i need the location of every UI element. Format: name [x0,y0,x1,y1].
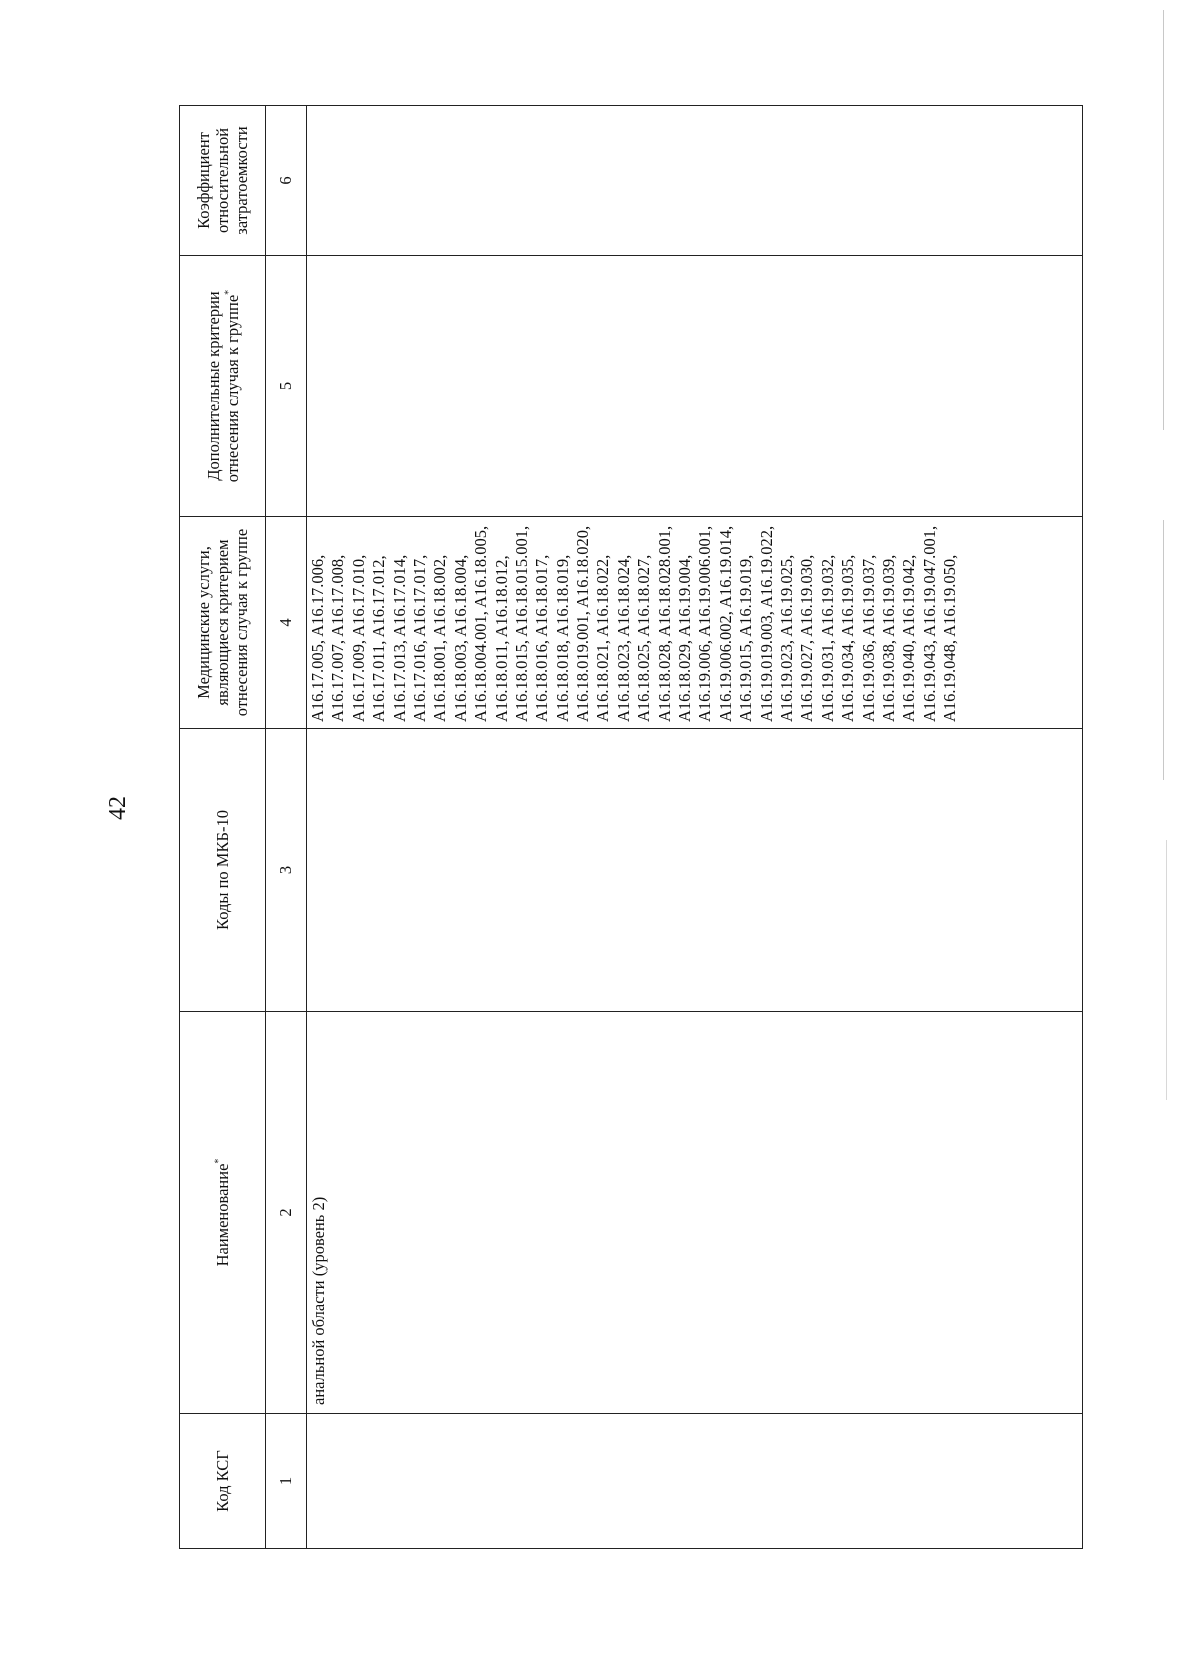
service-code-line: A16.17.011, A16.17.012, [369,555,389,722]
service-code-line: A16.17.009, A16.17.010, [348,554,368,722]
service-code-line: A16.19.048, A16.19.050, [940,554,960,722]
service-code-line: A16.18.025, A16.18.027, [634,554,654,722]
service-code-line: A16.18.011, A16.18.012, [491,555,511,722]
header-additional-criteria: Дополнительные критерии отнесения случая к группе* [180,256,266,517]
header-coefficient: Коэффициент относительной затратоемкости [180,106,266,256]
rotated-table-container [179,106,1082,1549]
cell-coefficient [307,106,1083,256]
column-number: 4 [266,517,307,729]
service-code-line: A16.19.019.003, A16.19.022, [756,525,776,722]
column-number: 5 [266,256,307,517]
service-code-line: A16.17.016, A16.17.017, [409,554,429,722]
service-code-line: A16.17.007, A16.17.008, [328,554,348,722]
service-code-line: A16.17.013, A16.17.014, [389,554,409,722]
header-medical-services: Медицинские услуги, являющиеся критерием отнесения случая к группе [180,517,266,729]
cell-name [307,1012,1083,1414]
group-name-text: анальной области (уровень 2) [309,1196,328,1405]
service-code-line: A16.19.015, A16.19.019, [736,554,756,722]
service-code-line: A16.19.036, A16.19.037, [858,554,878,722]
column-number: 1 [266,1414,307,1549]
service-code-line: A16.18.023, A16.18.024, [613,554,633,722]
service-code-line: A16.19.023, A16.19.025, [776,554,796,722]
page-number: 42 [105,796,131,820]
service-code-line: A16.19.006, A16.19.006.001, [695,525,715,722]
service-code-line: A16.18.019.001, A16.18.020, [573,525,593,722]
service-code-line: A16.18.028, A16.18.028.001, [654,525,674,722]
service-code-line: A16.18.016, A16.18.017, [532,554,552,722]
footnote-mark: * [213,1158,225,1164]
service-code-line: A16.18.015, A16.18.015.001, [511,525,531,722]
cell-medical-services [307,517,1083,729]
column-number-row [266,106,307,1549]
service-code-line: A16.19.027, A16.19.030, [797,554,817,722]
header-ksg-code: Код КСГ [180,1414,266,1549]
service-code-line: A16.18.003, A16.18.004, [450,554,470,722]
service-code-line: A16.19.031, A16.19.032, [817,554,837,722]
header-name: Наименование* [180,1012,266,1414]
service-code-line: A16.19.006.002, A16.19.014, [715,525,735,722]
table-row [307,106,1083,1549]
column-number: 3 [266,729,307,1012]
service-code-line: A16.18.029, A16.19.004, [675,554,695,722]
scan-artifact-line [1163,10,1164,430]
scan-artifact-line [1166,840,1167,1100]
cell-additional-criteria [307,256,1083,517]
service-code-line: A16.18.021, A16.18.022, [593,554,613,722]
cell-ksg-code [307,1414,1083,1549]
column-number: 2 [266,1012,307,1414]
service-code-line: A16.18.018, A16.18.019, [552,554,572,722]
column-number: 6 [266,106,307,256]
service-code-line: A16.18.001, A16.18.002, [430,554,450,722]
service-code-line: A16.18.004.001, A16.18.005, [471,525,491,722]
service-code-line: A16.19.038, A16.19.039, [878,554,898,722]
service-code-line: A16.19.043, A16.19.047.001, [919,525,939,722]
services-list [307,517,960,728]
service-code-line: A16.19.040, A16.19.042, [899,554,919,722]
scan-artifact-line [1163,520,1164,780]
service-code-line: A16.17.005, A16.17.006, [308,554,327,722]
header-icd-codes: Коды по МКБ-10 [180,729,266,1012]
ksg-table [179,105,1083,1549]
footnote-mark: * [223,289,234,295]
cell-icd-codes [307,729,1083,1012]
table-header-row [180,106,266,1549]
service-code-line: A16.19.034, A16.19.035, [838,554,858,722]
table-inner [179,106,1082,1549]
